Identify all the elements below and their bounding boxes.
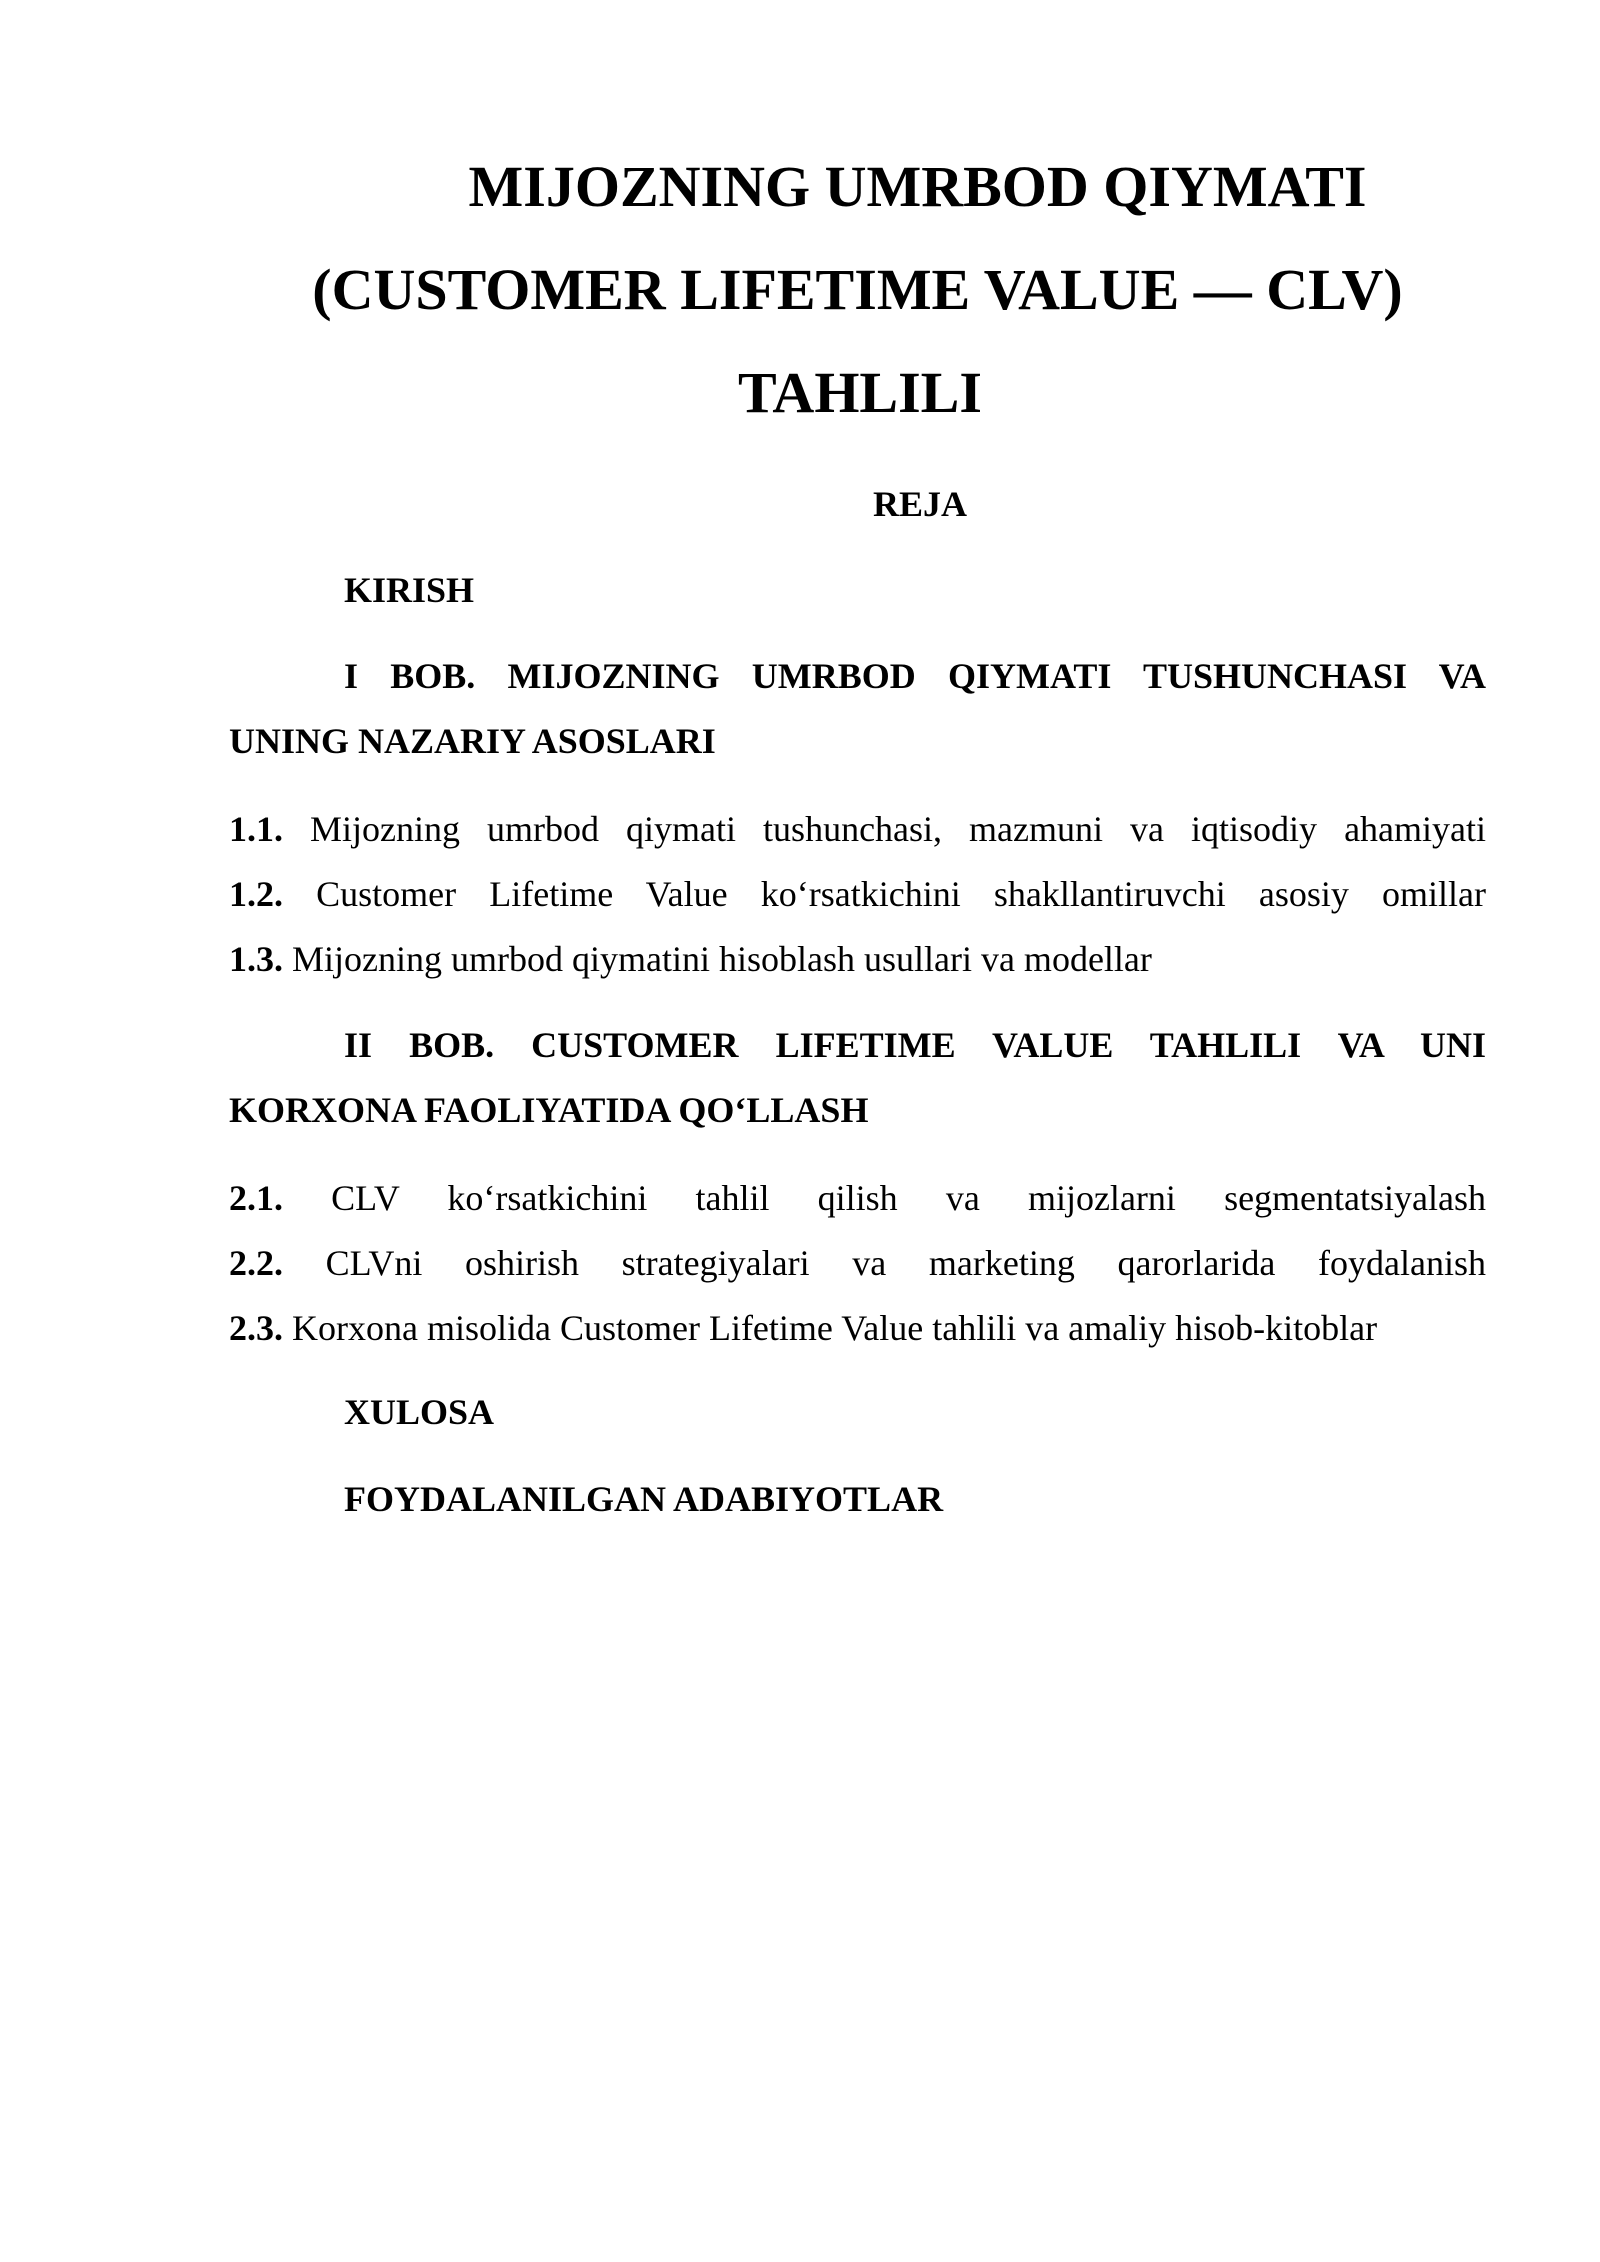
document-title-line-1: MIJOZNING UMRBOD QIYMATI	[468, 154, 1367, 219]
chapter-1-heading-line-1: I BOB. MIJOZNING UMRBOD QIYMATI TUSHUNCHASI VA	[344, 656, 1486, 696]
section-number: 2.2.	[229, 1243, 283, 1283]
section-item-2-2	[229, 1231, 1486, 1296]
chapter-1-heading-line-2: UNING NAZARIY ASOSLARI	[229, 721, 716, 761]
chapter-1-heading	[229, 644, 1486, 774]
chapter-2-heading	[229, 1013, 1486, 1143]
section-title: Mijozning umrbod qiymati tushunchasi, mazmuni va iqtisodiy ahamiyati	[310, 809, 1487, 849]
intro-heading: KIRISH	[344, 570, 475, 610]
section-title: Korxona misolida Customer Lifetime Value tahlili va amaliy hisob-kitoblar	[292, 1308, 1378, 1348]
section-title: Customer Lifetime Value ko‘rsatkichini shakllantiruvchi asosiy omillar	[316, 874, 1486, 914]
chapter-2-sections	[229, 1166, 1486, 1361]
chapter-2-heading-line-2: KORXONA FAOLIYATIDA QO‘LLASH	[229, 1090, 869, 1130]
section-item-2-1	[229, 1166, 1486, 1231]
document-title-line-3: TAHLILI	[738, 360, 982, 425]
section-item-1-3	[229, 927, 1486, 992]
section-title: CLVni oshirish strategiyalari va marketing qarorlarida foydalanish	[325, 1243, 1486, 1283]
conclusion-heading: XULOSA	[344, 1392, 495, 1432]
section-number: 2.1.	[229, 1178, 283, 1218]
chapter-1-sections	[229, 797, 1486, 992]
section-number: 2.3.	[229, 1308, 283, 1348]
section-item-2-3	[229, 1296, 1486, 1361]
section-number: 1.1.	[229, 809, 283, 849]
section-number: 1.2.	[229, 874, 283, 914]
plan-heading: REJA	[872, 484, 967, 524]
section-title: CLV ko‘rsatkichini tahlil qilish va mijozlarni segmentatsiyalash	[331, 1178, 1486, 1218]
section-number: 1.3.	[229, 939, 283, 979]
references-heading: FOYDALANILGAN ADABIYOTLAR	[344, 1479, 944, 1519]
chapter-2-heading-line-1: II BOB. CUSTOMER LIFETIME VALUE TAHLILI VA UNI	[344, 1025, 1486, 1065]
section-item-1-2	[229, 862, 1486, 927]
section-item-1-1	[229, 797, 1486, 862]
section-title: Mijozning umrbod qiymatini hisoblash usullari va modellar	[292, 939, 1152, 979]
document-title-line-2: (CUSTOMER LIFETIME VALUE — CLV)	[312, 257, 1403, 322]
